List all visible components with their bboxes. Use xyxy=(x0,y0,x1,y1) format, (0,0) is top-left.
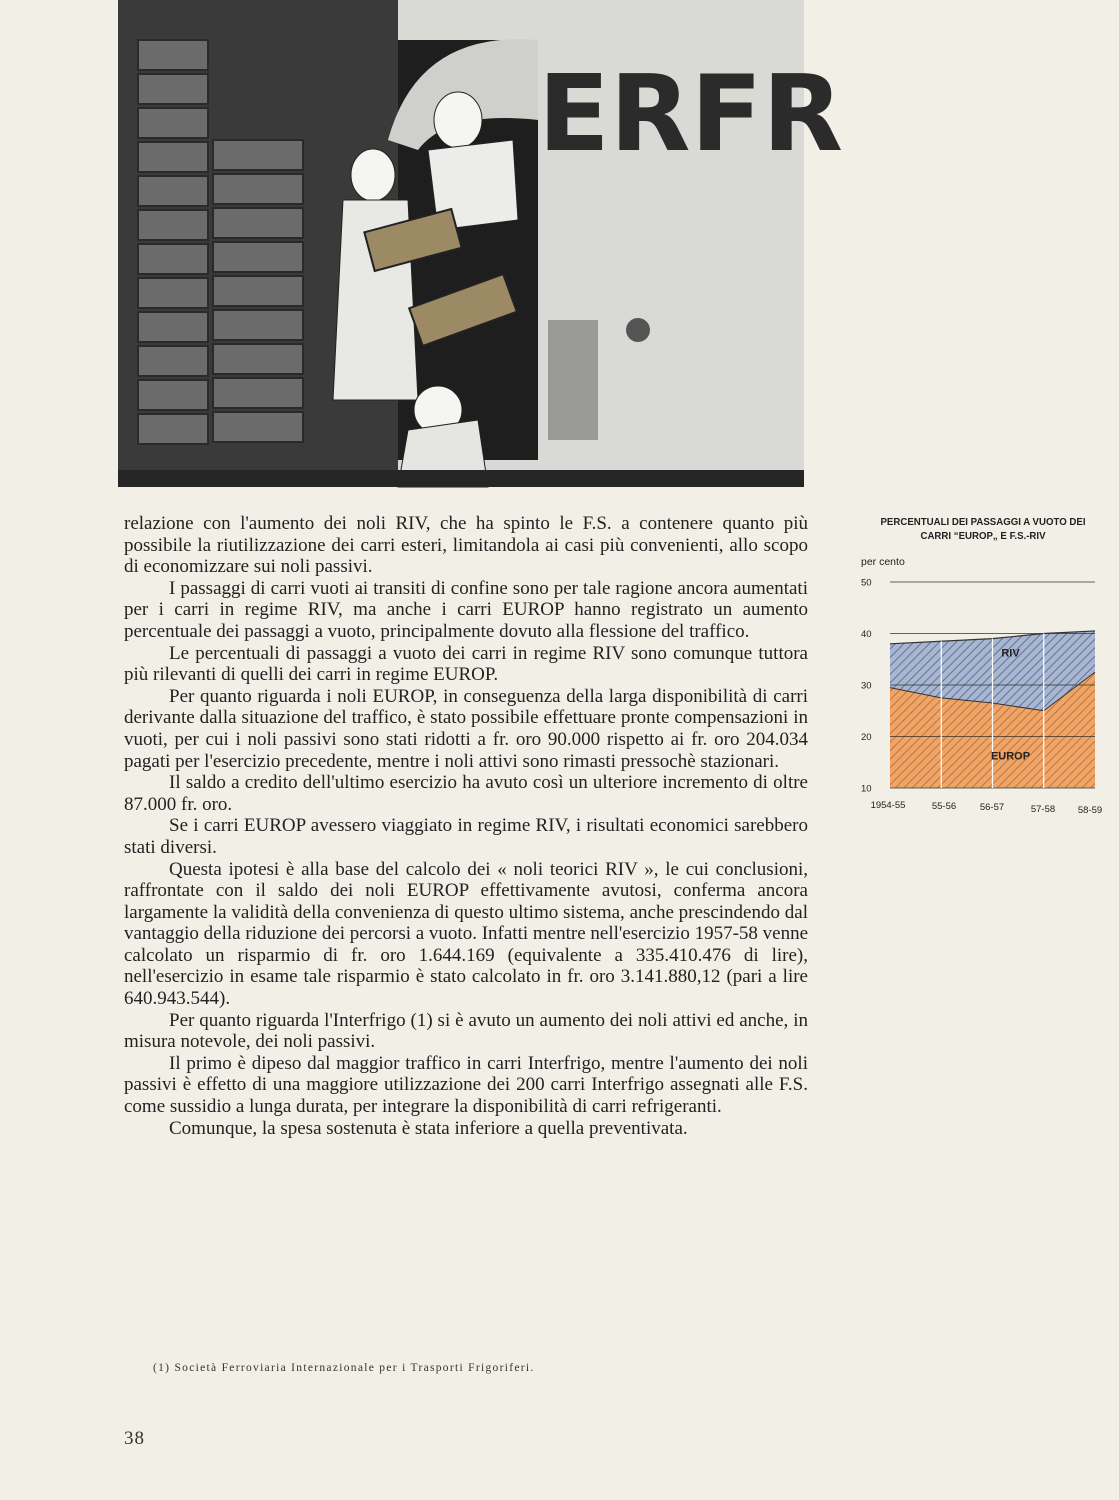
y-tick-label: 10 xyxy=(861,783,872,795)
paragraph: Se i carri EUROP avessero viaggiato in regime RIV, i risultati economici sarebbero stati diversi. xyxy=(124,815,808,858)
chart-title: PERCENTUALI DEI PASSAGGI A VUOTO DEI CARRI “EUROP„ E F.S.-RIV xyxy=(880,516,1086,542)
paragraph: Il saldo a credito dell'ultimo esercizio ha avuto così un ulteriore incremento di oltre 87.000 fr. oro. xyxy=(124,772,808,815)
photo-illustration xyxy=(118,0,844,487)
article-body xyxy=(124,513,808,1139)
paragraph: Questa ipotesi è alla base del calcolo dei « noli teorici RIV », le cui conclusioni, raffrontate con il saldo dei noli EUROP effettivamente avutosi, conferma ancora largamente la validità della convenienza di questo ultimo sistema, anche prescindendo dal vantaggio della riduzione dei percorsi a vuoto. Infatti mentre nell'esercizio 1957-58 venne calcolato un risparmio di fr. oro 1.644.169 (equivalente a 335.410.476 di lire), nell'esercizio in esame tale risparmio è stato calcolato in fr. oro 3.141.880,12 (pari a lire 640.943.544). xyxy=(124,858,809,1010)
x-tick-label: 56-57 xyxy=(979,802,1005,814)
y-tick-label: 30 xyxy=(861,680,872,692)
x-tick-label: 1954-55 xyxy=(870,800,906,811)
chart-svg xyxy=(858,570,1108,795)
paragraph: Per quanto riguarda i noli EUROP, in conseguenza della larga disponibilità di carri derivante dalla situazione del traffico, è stato possibile effettuare pronte compensazioni in vuoti, per cui i noli passivi sono stati ridotti a fr. oro 90.000 rispetto ai fr. oro 204.034 pagati per l'esercizio precedente, mentre i noli attivi sono rimasti pressochè stazionari. xyxy=(124,685,808,772)
y-tick-label: 20 xyxy=(861,732,872,743)
paragraph: Le percentuali di passaggi a vuoto dei carri in regime RIV sono comunque tuttora più rilevanti di quelli dei carri in regime EUROP. xyxy=(124,642,808,686)
empty-wagon-chart xyxy=(858,570,1108,795)
page-number: 38 xyxy=(124,1428,145,1449)
chart-y-unit-label: per cento xyxy=(861,556,905,568)
footnote: (1) Società Ferroviaria Internazionale per i Trasporti Frigoriferi. xyxy=(153,1362,535,1374)
legend-europ: EUROP xyxy=(990,750,1031,763)
paragraph: relazione con l'aumento dei noli RIV, che ha spinto le F.S. a contenere quanto più possibile la riutilizzazione dei carri esteri, limitandola ai casi più convenienti, allo scopo di economizzare sui noli passivi. xyxy=(124,513,808,578)
x-tick-label: 57-58 xyxy=(1030,803,1056,815)
paragraph: Per quanto riguarda l'Interfrigo (1) si è avuto un aumento dei noli attivi ed anche, in misura notevole, dei noli passivi. xyxy=(124,1009,808,1053)
x-tick-label: 55-56 xyxy=(931,801,957,813)
wagon-lettering: ERFR xyxy=(538,53,844,175)
loading-photo xyxy=(118,0,844,487)
paragraph: Comunque, la spesa sostenuta è stata inferiore a quella preventivata. xyxy=(169,1117,688,1139)
paragraph: Il primo è dipeso dal maggior traffico in carri Interfrigo, mentre l'aumento dei noli passivi è effetto di una maggiore utilizzazione dei 200 carri Interfrigo assegnati alle F.S. come sussidio a lunga durata, per integrare la disponibilità di carri refrigeranti. xyxy=(124,1052,808,1118)
y-tick-label: 50 xyxy=(861,577,872,589)
y-tick-label: 40 xyxy=(861,629,872,640)
paragraph: I passaggi di carri vuoti ai transiti di confine sono per tale ragione ancora aumentati per i carri in regime RIV, ma anche i carri EUROP hanno registrato un aumento percentuale dei passaggi a vuoto, principalmente dovuto alla flessione del traffico. xyxy=(124,577,808,642)
legend-riv: RIV xyxy=(1001,647,1020,660)
x-tick-label: 58-59 xyxy=(1077,804,1103,816)
